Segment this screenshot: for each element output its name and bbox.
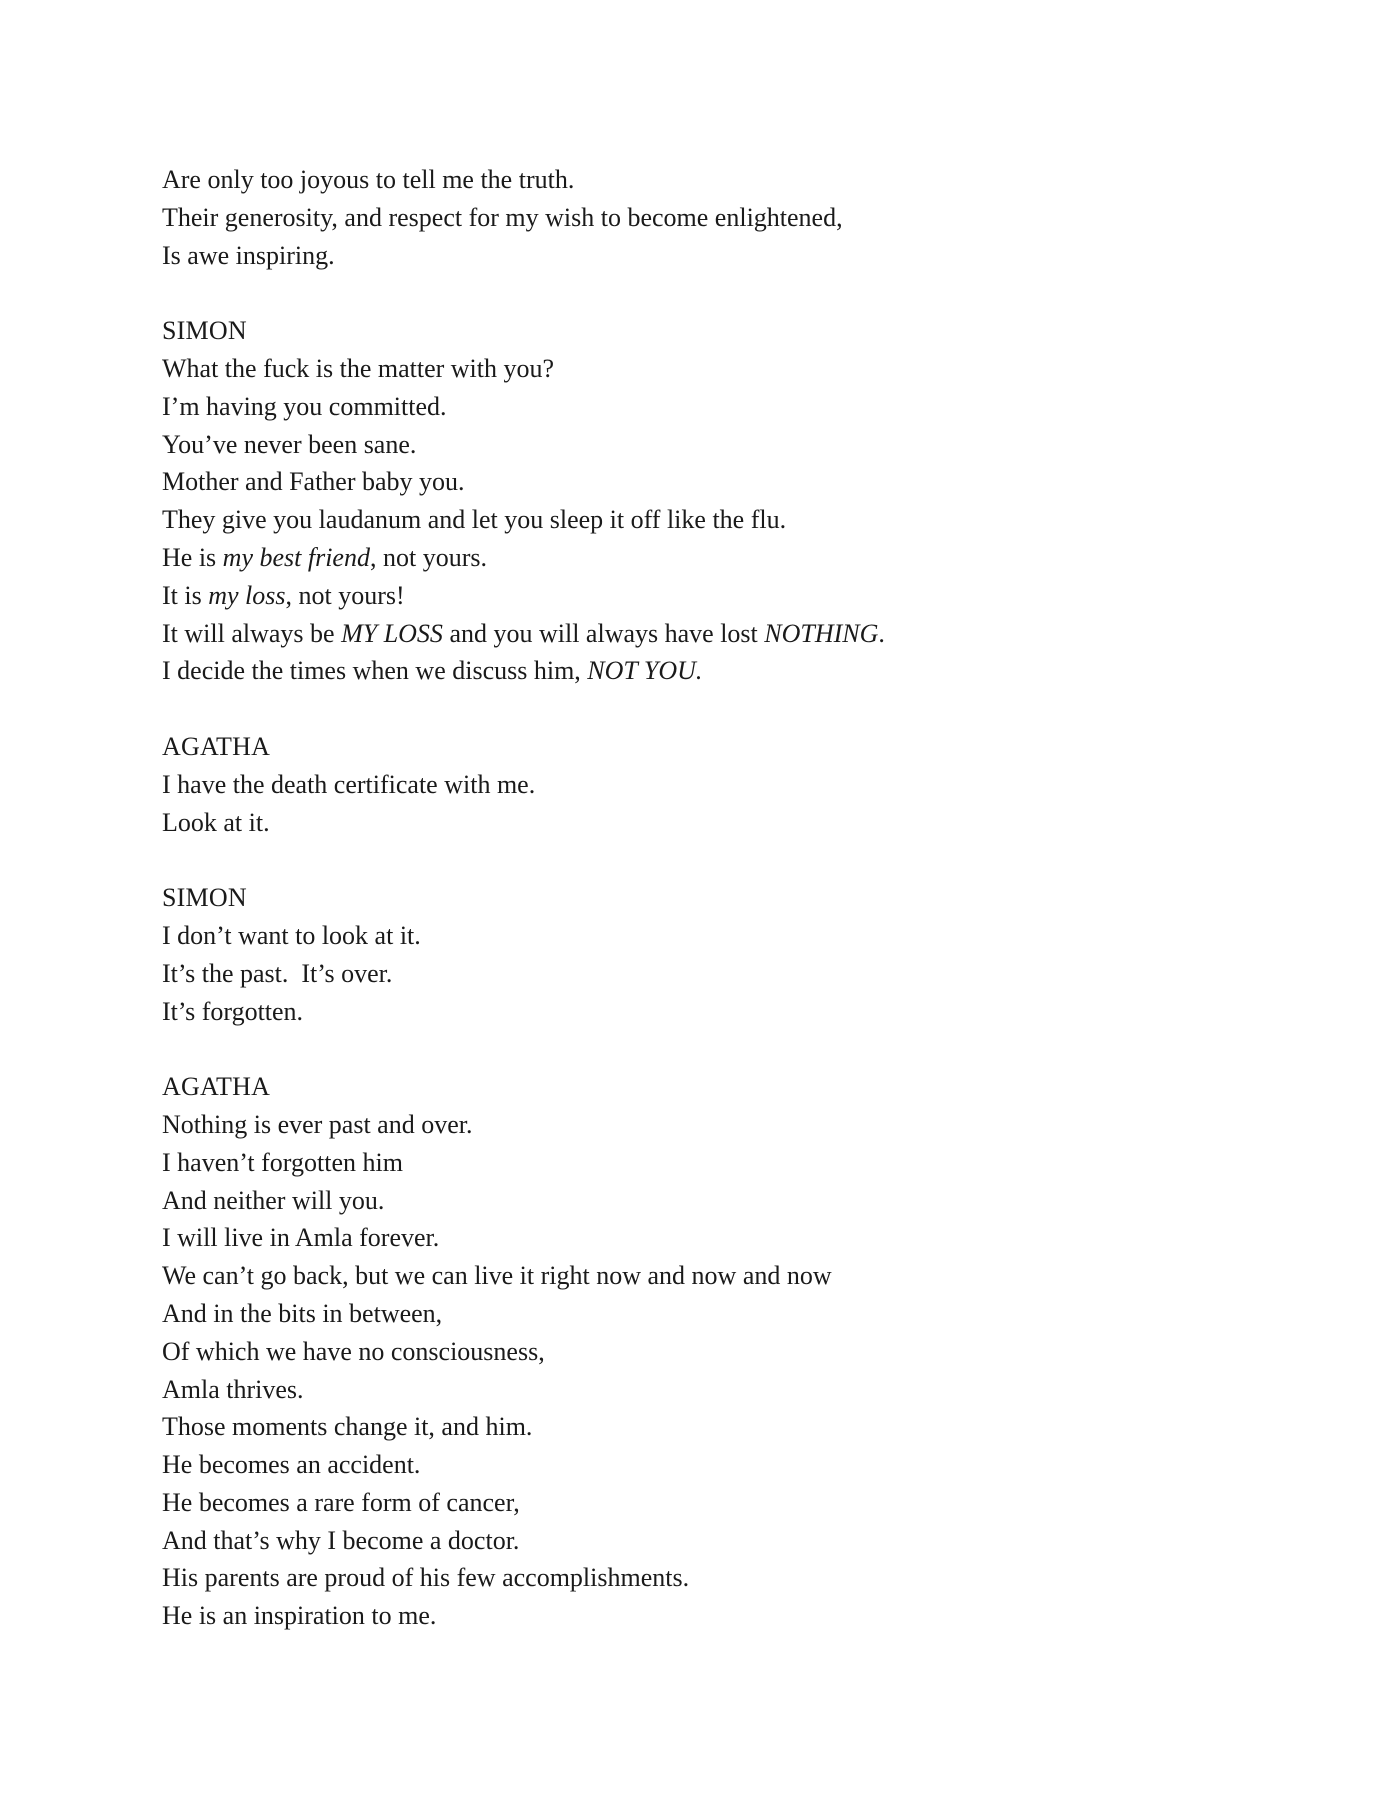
dialogue-line [162,1219,1262,1257]
dialogue-line [162,804,1262,842]
line-text: They give you laudanum and let you sleep it off like the flu. [162,505,787,535]
line-text: It is [162,580,209,610]
line-text: , not yours. [369,542,487,572]
line-text: He becomes a rare form of cancer, [162,1487,520,1517]
line-text: and you will always have lost [442,618,765,648]
line-text: I don’t want to look at it. [162,920,421,950]
line-text: . [878,618,885,648]
speaker-name: SIMON [162,883,247,913]
dialogue-line [162,426,1262,464]
blank-line [162,841,1262,879]
dialogue-line [162,766,1262,804]
speaker-name: AGATHA [162,1072,271,1102]
dialogue-block [162,312,1262,690]
dialogue-line [162,1333,1262,1371]
line-text: And in the bits in between, [162,1298,443,1328]
dialogue-block [162,879,1262,1030]
emphasized-text: MY LOSS [341,618,443,648]
line-text: His parents are proud of his few accomplishments. [162,1563,690,1593]
dialogue-line [162,652,1262,690]
dialogue-block [162,1068,1262,1635]
dialogue-line [162,1484,1262,1522]
dialogue-block [162,161,1262,274]
line-text: Those moments change it, and him. [162,1412,533,1442]
line-text: I decide the times when we discuss him, [162,656,588,686]
dialogue-line [162,1257,1262,1295]
dialogue-line [162,993,1262,1031]
speaker-name: AGATHA [162,731,271,761]
emphasized-text: my best friend [222,542,370,572]
dialogue-line [162,161,1262,199]
line-text: I will live in Amla forever. [162,1223,440,1253]
dialogue-line [162,577,1262,615]
dialogue-line [162,463,1262,501]
blank-line [162,274,1262,312]
dialogue-line [162,388,1262,426]
dialogue-block [162,728,1262,841]
dialogue-line [162,1446,1262,1484]
emphasized-text: my loss [208,580,286,610]
line-text: Look at it. [162,807,270,837]
line-text: It will always be [162,618,342,648]
line-text: And that’s why I become a doctor. [162,1525,520,1555]
blank-line [162,1030,1262,1068]
dialogue-line [162,955,1262,993]
line-text: I’m having you committed. [162,391,447,421]
line-text: And neither will you. [162,1185,385,1215]
dialogue-line [162,199,1262,237]
line-text: It’s the past. It’s over. [162,958,393,988]
dialogue-line [162,615,1262,653]
dialogue-line [162,350,1262,388]
dialogue-line [162,1144,1262,1182]
dialogue-line [162,1559,1262,1597]
line-text: I have the death certificate with me. [162,769,536,799]
line-text: What the fuck is the matter with you? [162,353,555,383]
line-text: He is an inspiration to me. [162,1601,437,1631]
dialogue-line [162,237,1262,275]
dialogue-line [162,1182,1262,1220]
blank-line [162,690,1262,728]
script-page [162,161,1262,1635]
dialogue-line [162,1295,1262,1333]
dialogue-line [162,501,1262,539]
line-text: Mother and Father baby you. [162,467,465,497]
dialogue-line [162,917,1262,955]
line-text: Their generosity, and respect for my wish to become enlightened, [162,202,843,232]
line-text: He becomes an accident. [162,1450,421,1480]
line-text: You’ve never been sane. [162,429,417,459]
dialogue-line [162,1597,1262,1635]
line-text: We can’t go back, but we can live it right now and now and now [162,1261,832,1291]
line-text: Is awe inspiring. [162,240,335,270]
dialogue-line [162,1408,1262,1446]
line-text: Amla thrives. [162,1374,304,1404]
line-text: I haven’t forgotten him [162,1147,403,1177]
speaker-name: SIMON [162,316,247,346]
line-text: Nothing is ever past and over. [162,1109,473,1139]
line-text: , not yours! [285,580,405,610]
line-text: Are only too joyous to tell me the truth. [162,165,575,194]
line-text: He is [162,542,223,572]
dialogue-line [162,1371,1262,1409]
dialogue-line [162,539,1262,577]
dialogue-line [162,1522,1262,1560]
line-text: It’s forgotten. [162,996,304,1026]
line-text: Of which we have no consciousness, [162,1336,545,1366]
emphasized-text: NOT YOU. [587,656,703,686]
dialogue-line [162,1106,1262,1144]
emphasized-text: NOTHING [764,618,879,648]
